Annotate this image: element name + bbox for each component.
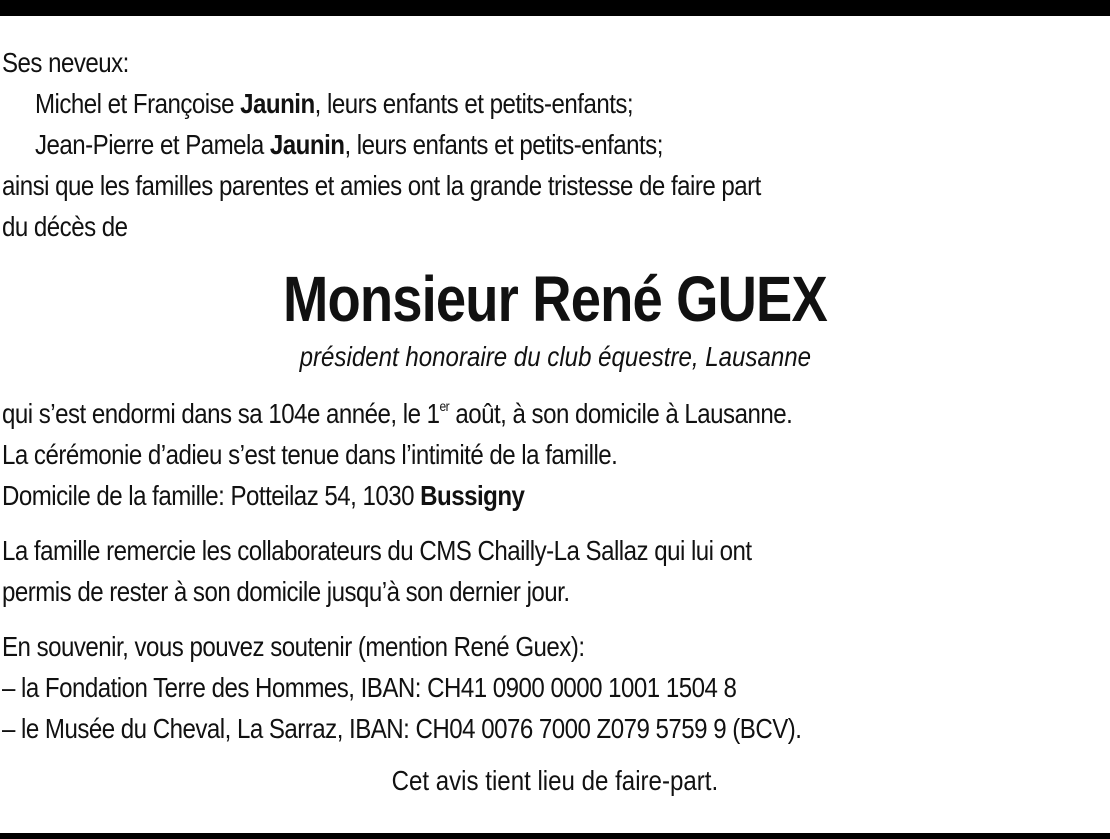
ceremony-line [2,434,1108,475]
announcement-line [2,165,1108,206]
nephew-family: , leurs enfants et petits-enfants; [344,129,663,160]
deceased-title [2,341,1108,373]
intro-line [2,42,1108,83]
donation-item [2,667,1108,708]
closing-text: Cet avis tient lieu de faire-part. [391,765,719,796]
donation-item [2,708,1108,749]
thanks-text: La famille remercie les collaborateurs du CMS Chailly-La Sallaz qui lui ont [2,535,752,566]
nephew-names: Michel et Françoise [35,88,241,119]
donation-item-text: – le Musée du Cheval, La Sarraz, IBAN: CH04 0076 7000 Z079 5759 9 (BCV). [2,713,802,744]
ordinal-superscript: er [439,398,450,414]
thanks-line [2,530,1108,571]
death-details-prefix: qui s’est endormi dans sa 104e année, le 1 [2,398,440,429]
donation-item-text: – la Fondation Terre des Hommes, IBAN: CH41 0900 0000 1001 1504 8 [2,672,737,703]
deceased-title-text: président honoraire du club équestre, Lausanne [299,341,811,372]
nephew-line-text [35,124,663,165]
family-address-text [2,475,524,516]
nephew-family: , leurs enfants et petits-enfants; [314,88,634,119]
obituary-notice [2,42,1108,801]
nephew-line [2,124,1108,165]
nephew-names: Jean-Pierre et Pamela [35,129,270,160]
nephew-line-text [35,83,633,124]
deceased-name [2,257,1108,341]
nephew-surname: Jaunin [240,88,315,119]
announcement-text-end: du décès de [2,211,128,242]
ceremony-text: La cérémonie d’adieu s’est tenue dans l’intimité de la famille. [2,439,618,470]
family-address-line [2,475,1108,516]
death-details-text [2,393,792,434]
family-town: Bussigny [420,480,525,511]
intro-text: Ses neveux: [2,47,129,78]
bottom-border-rule [0,833,1110,839]
donation-intro-text: En souvenir, vous pouvez soutenir (mention René Guex): [2,631,585,662]
thanks-text-end: permis de rester à son domicile jusqu’à son dernier jour. [2,576,570,607]
announcement-text: ainsi que les familles parentes et amies ont la grande tristesse de faire part [2,170,761,201]
nephew-line [2,83,1108,124]
announcement-line-end [2,206,1108,247]
family-address-prefix: Domicile de la famille: Potteilaz 54, 1030 [2,480,421,511]
death-details-line [2,393,1108,434]
donation-intro [2,626,1108,667]
deceased-name-text: Monsieur René GUEX [283,263,827,335]
thanks-line-end [2,571,1108,612]
nephew-surname: Jaunin [269,129,345,160]
top-border-rule [0,0,1110,16]
closing-line [2,761,1108,801]
death-details-suffix: août, à son domicile à Lausanne. [449,398,793,429]
